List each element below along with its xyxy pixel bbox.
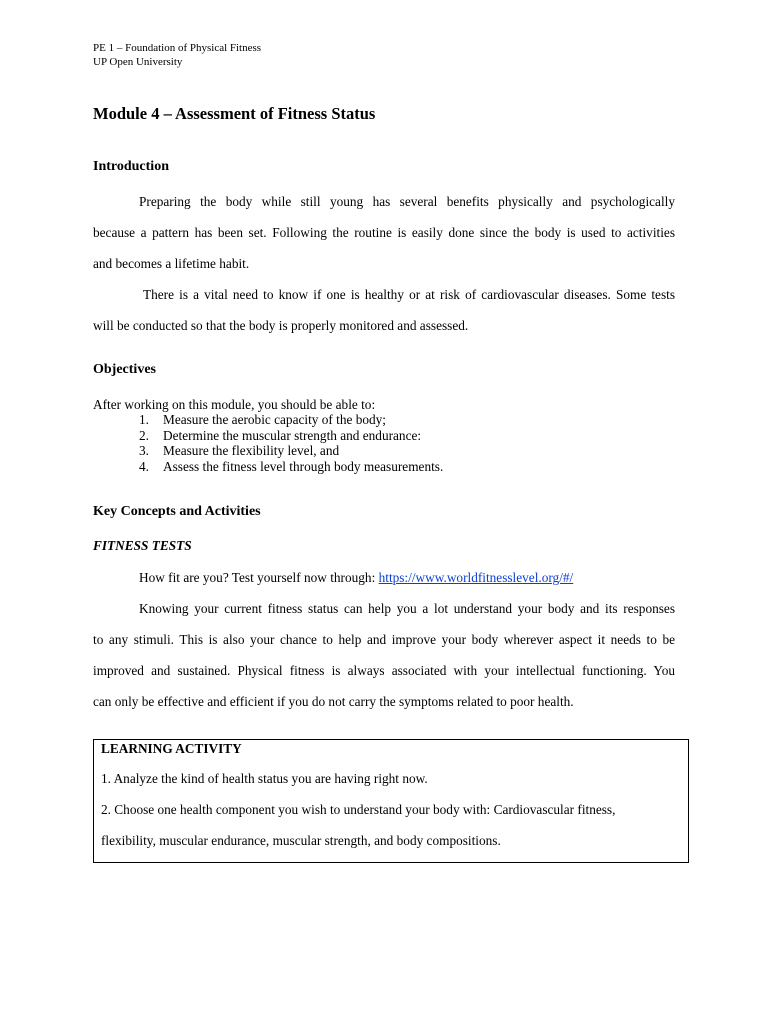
- objectives-lead: After working on this module, you should be able to:: [93, 397, 376, 412]
- list-item-text: Determine the muscular strength and endurance:: [163, 427, 422, 443]
- intro-line-3: and becomes a lifetime habit.: [93, 256, 250, 271]
- key-line-2: to any stimuli. This is also your chance to help and improve your body wherever aspect it needs to be: [93, 632, 675, 647]
- intro-line-5: will be conducted so that the body is properly monitored and assessed.: [93, 318, 469, 333]
- introduction-heading: Introduction: [93, 159, 169, 174]
- list-item-number: 1.: [139, 412, 149, 427]
- fitness-test-prompt: [93, 570, 675, 586]
- intro-line-1: Preparing the body while still young has several benefits physically and psychologically: [139, 194, 675, 209]
- objectives-list: [139, 412, 443, 474]
- learning-activity-title: LEARNING ACTIVITY: [101, 741, 242, 756]
- list-item: [139, 412, 443, 428]
- list-item-number: 3.: [139, 443, 149, 458]
- course-header: PE 1 – Foundation of Physical Fitness: [93, 42, 262, 54]
- objectives-heading: Objectives: [93, 362, 156, 377]
- activity-line-1: 1. Analyze the kind of health status you are having right now.: [101, 771, 428, 786]
- activity-line-2: 2. Choose one health component you wish to understand your body with: Cardiovascular fitness,: [101, 802, 616, 817]
- key-line-4: can only be effective and efficient if you do not carry the symptoms related to poor health.: [93, 694, 574, 709]
- learning-activity-box: [93, 739, 689, 863]
- key-concepts-heading: Key Concepts and Activities: [93, 504, 261, 519]
- list-item: [139, 459, 443, 475]
- list-item-text: Measure the flexibility level, and: [163, 443, 340, 458]
- fitness-test-link[interactable]: https://www.worldfitnesslevel.org/#/: [378, 570, 574, 585]
- page-title: Module 4 – Assessment of Fitness Status: [93, 104, 376, 123]
- list-item-number: 2.: [139, 427, 149, 443]
- key-line-1: Knowing your current fitness status can help you a lot understand your body and its responses: [139, 601, 675, 616]
- key-line-3: improved and sustained. Physical fitness is always associated with your intellectual functioning. You: [93, 663, 675, 678]
- list-item-text: Measure the aerobic capacity of the body;: [163, 412, 386, 427]
- list-item-text: Assess the fitness level through body measurements.: [163, 458, 444, 474]
- intro-line-4: There is a vital need to know if one is healthy or at risk of cardiovascular diseases. Some tests: [143, 287, 675, 302]
- activity-line-3: flexibility, muscular endurance, muscular strength, and body compositions.: [101, 833, 501, 848]
- list-item: [139, 428, 443, 444]
- fitness-tests-subheading: FITNESS TESTS: [93, 538, 192, 553]
- list-item: [139, 443, 443, 459]
- list-item-number: 4.: [139, 458, 149, 474]
- fitness-test-prompt-text: How fit are you? Test yourself now through:: [139, 570, 379, 585]
- university-header: UP Open University: [93, 56, 183, 68]
- intro-line-2: because a pattern has been set. Following the routine is easily done since the body is used to activities: [93, 225, 675, 240]
